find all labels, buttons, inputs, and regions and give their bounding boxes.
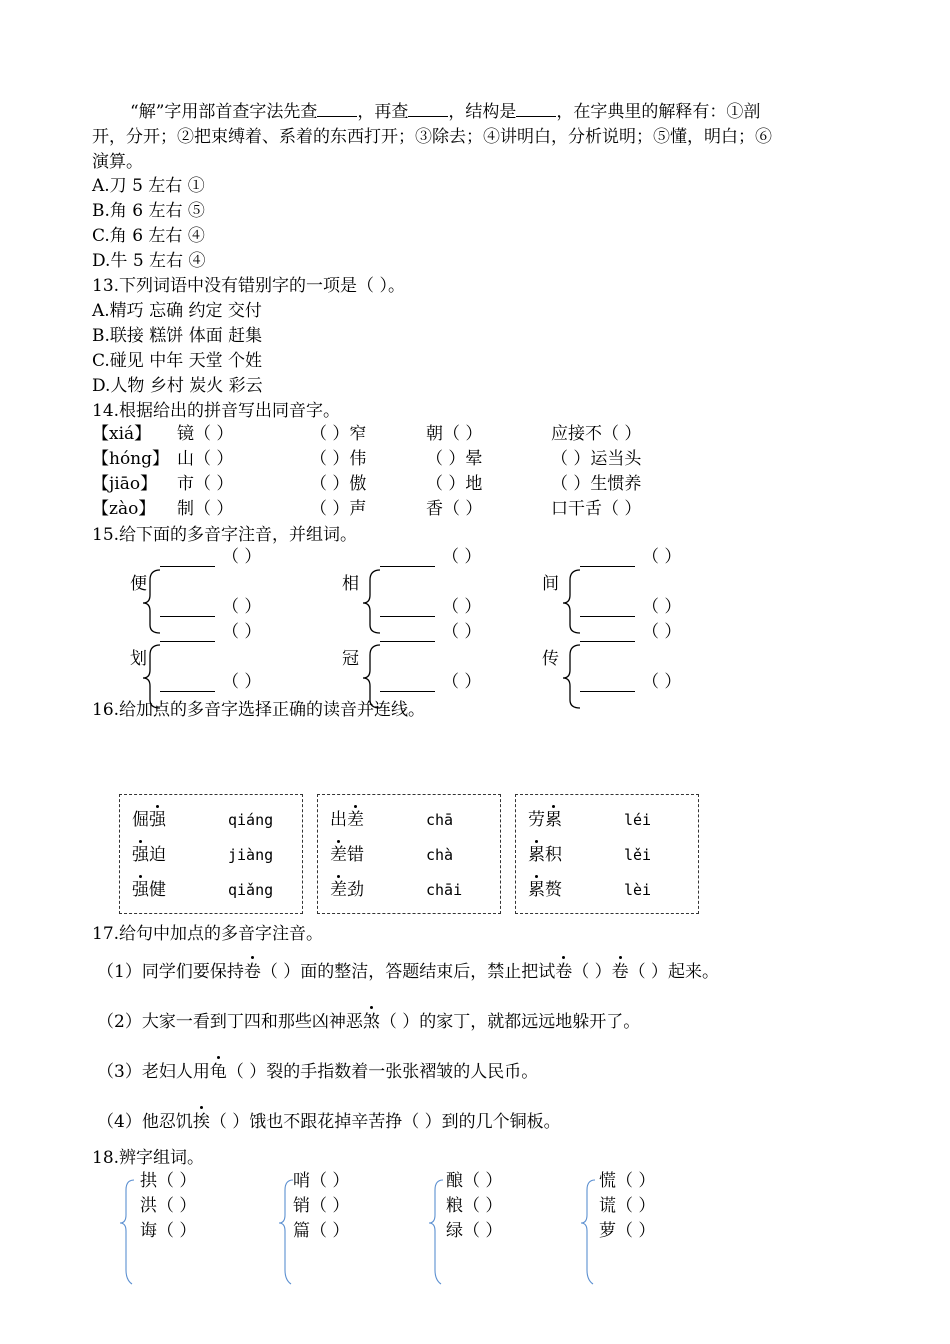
q12-option-b[interactable]: B.角 6 左右 ⑤ — [92, 201, 205, 221]
q16-reading[interactable]: léi — [624, 811, 652, 829]
q15-paren[interactable]: （ ） — [642, 547, 682, 567]
q18-item[interactable]: 绿（ ） — [446, 1221, 503, 1241]
q15-char-guan: 冠 — [342, 649, 359, 669]
q12-option-d[interactable]: D.牛 5 左右 ④ — [92, 251, 206, 271]
q14-pinyin: 【xiá】 — [92, 424, 152, 444]
q16-word[interactable]: 强健 — [132, 880, 166, 900]
q14-cell[interactable]: （ ）运当头 — [551, 449, 642, 469]
q15-blank[interactable] — [380, 641, 435, 642]
q16-reading[interactable]: jiàng — [228, 846, 274, 864]
q13-option-a[interactable]: A.精巧 忘确 约定 交付 — [92, 301, 262, 321]
q12-text-b: ，再查 — [357, 102, 409, 122]
q12-stem-line2: 开，分开；②把束缚着、系着的东西打开；③除去；④讲明白，分析说明；⑤懂，明白；⑥ — [92, 127, 772, 147]
q18-item[interactable]: 萝（ ） — [599, 1221, 656, 1241]
q16-reading[interactable]: chāi — [426, 881, 463, 899]
q16-reading[interactable]: chà — [426, 846, 454, 864]
q13-option-c[interactable]: C.碰见 中年 天堂 个姓 — [92, 351, 263, 371]
q14-cell[interactable]: 山（ ） — [177, 449, 234, 469]
q15-paren[interactable]: （ ） — [442, 547, 482, 567]
q18-item[interactable]: 诲（ ） — [140, 1221, 197, 1241]
q16-word[interactable]: 倔强 — [132, 810, 166, 830]
q16-box-cha — [317, 794, 501, 914]
q18-item[interactable]: 销（ ） — [293, 1196, 350, 1216]
q16-reading[interactable]: chā — [426, 811, 454, 829]
q14-pinyin: 【jiāo】 — [92, 474, 158, 494]
q12-option-c[interactable]: C.角 6 左右 ④ — [92, 226, 205, 246]
q14-pinyin: 【hóng】 — [92, 449, 170, 469]
q17-sentence-4: （4）他忍饥挨（ ）饿也不跟花掉辛苦挣（ ）到的几个铜板。 — [97, 1112, 561, 1132]
q15-paren[interactable]: （ ） — [222, 622, 262, 642]
q15-paren[interactable]: （ ） — [222, 672, 262, 692]
q14-cell[interactable]: （ ）晕 — [426, 449, 483, 469]
q14-cell[interactable]: 镜（ ） — [177, 424, 234, 444]
q15-blank[interactable] — [580, 641, 635, 642]
q16-word[interactable]: 差劲 — [330, 880, 364, 900]
q15-blank[interactable] — [160, 641, 215, 642]
q18-title: 18.辨字组词。 — [92, 1148, 205, 1168]
q15-paren[interactable]: （ ） — [642, 597, 682, 617]
q14-pinyin: 【zào】 — [92, 499, 156, 519]
q12-text-d: ，在字典里的解释有：①剖 — [556, 102, 761, 122]
q14-cell[interactable]: （ ）声 — [310, 499, 367, 519]
q15-blank[interactable] — [380, 616, 435, 617]
q18-item[interactable]: 拱（ ） — [140, 1171, 197, 1191]
q14-cell[interactable]: （ ）生惯养 — [551, 474, 642, 494]
q15-paren[interactable]: （ ） — [222, 547, 262, 567]
q17-sentence-1: （1）同学们要保持卷（ ）面的整洁，答题结束后，禁止把试卷（ ）卷（ ）起来。 — [97, 962, 720, 982]
q15-paren[interactable]: （ ） — [442, 622, 482, 642]
q15-blank[interactable] — [380, 691, 435, 692]
q14-title: 14.根据给出的拼音写出同音字。 — [92, 401, 341, 421]
q15-char-chuan: 传 — [542, 649, 559, 669]
q18-item[interactable]: 酿（ ） — [446, 1171, 503, 1191]
q15-blank[interactable] — [380, 566, 435, 567]
q13-title: 13.下列词语中没有错别字的一项是（ ）。 — [92, 276, 405, 296]
q15-blank[interactable] — [580, 566, 635, 567]
q18-item[interactable]: 慌（ ） — [599, 1171, 656, 1191]
q16-title: 16.给加点的多音字选择正确的读音并连线。 — [92, 700, 426, 720]
q14-cell[interactable]: 应接不（ ） — [551, 424, 642, 444]
q15-paren[interactable]: （ ） — [442, 597, 482, 617]
q15-blank[interactable] — [160, 566, 215, 567]
q12-stem-line3: 演算。 — [92, 152, 143, 172]
q14-cell[interactable]: （ ）傲 — [310, 474, 367, 494]
q13-option-b[interactable]: B.联接 糕饼 体面 赶集 — [92, 326, 263, 346]
q12-text-c: ，结构是 — [448, 102, 517, 122]
q16-box-qiang — [119, 794, 303, 914]
q14-cell[interactable]: 制（ ） — [177, 499, 234, 519]
q18-item[interactable]: 粮（ ） — [446, 1196, 503, 1216]
q16-reading[interactable]: qiáng — [228, 811, 274, 829]
q18-item[interactable]: 篇（ ） — [293, 1221, 350, 1241]
q16-box-lei — [515, 794, 699, 914]
q14-cell[interactable]: 朝（ ） — [426, 424, 483, 444]
q13-option-d[interactable]: D.人物 乡村 炭火 彩云 — [92, 376, 263, 396]
q15-paren[interactable]: （ ） — [642, 672, 682, 692]
q14-cell[interactable]: 市（ ） — [177, 474, 234, 494]
q16-reading[interactable]: qiǎng — [228, 881, 274, 899]
q15-char-jian: 间 — [542, 574, 559, 594]
q15-char-hua: 划 — [130, 649, 147, 669]
q16-word[interactable]: 累赘 — [528, 880, 562, 900]
q18-item[interactable]: 哨（ ） — [293, 1171, 350, 1191]
q16-word[interactable]: 强迫 — [132, 845, 166, 865]
q15-paren[interactable]: （ ） — [222, 597, 262, 617]
q18-item[interactable]: 谎（ ） — [599, 1196, 656, 1216]
q12-text-a: “解”字用部首查字法先查 — [130, 102, 318, 122]
q16-word[interactable]: 出差 — [330, 810, 364, 830]
q14-cell[interactable]: 香（ ） — [426, 499, 483, 519]
q17-sentence-3: （3）老妇人用龟（ ）裂的手指数着一张张褶皱的人民币。 — [97, 1062, 539, 1082]
q16-word[interactable]: 差错 — [330, 845, 364, 865]
q15-char-xiang: 相 — [342, 574, 359, 594]
q15-blank[interactable] — [160, 691, 215, 692]
q14-cell[interactable]: （ ）地 — [426, 474, 483, 494]
q12-option-a[interactable]: A.刀 5 左右 ① — [92, 176, 205, 196]
q16-reading[interactable]: lèi — [624, 881, 652, 899]
q15-blank[interactable] — [580, 691, 635, 692]
q17-sentence-2: （2）大家一看到丁四和那些凶神恶煞（ ）的家丁，就都远远地躲开了。 — [97, 1012, 641, 1032]
q15-paren[interactable]: （ ） — [642, 622, 682, 642]
q16-word[interactable]: 劳累 — [528, 810, 562, 830]
q16-reading[interactable]: lěi — [624, 846, 652, 864]
q17-title: 17.给句中加点的多音字注音。 — [92, 924, 324, 944]
q14-cell[interactable]: （ ）窄 — [310, 424, 367, 444]
q15-char-bian: 便 — [130, 574, 147, 594]
q15-blank[interactable] — [160, 616, 215, 617]
q15-blank[interactable] — [580, 616, 635, 617]
q18-item[interactable]: 洪（ ） — [140, 1196, 197, 1216]
q14-cell[interactable]: 口干舌（ ） — [551, 499, 642, 519]
q14-cell[interactable]: （ ）伟 — [310, 449, 367, 469]
q15-paren[interactable]: （ ） — [442, 672, 482, 692]
q16-word[interactable]: 累积 — [528, 845, 562, 865]
q15-title: 15.给下面的多音字注音，并组词。 — [92, 525, 358, 545]
